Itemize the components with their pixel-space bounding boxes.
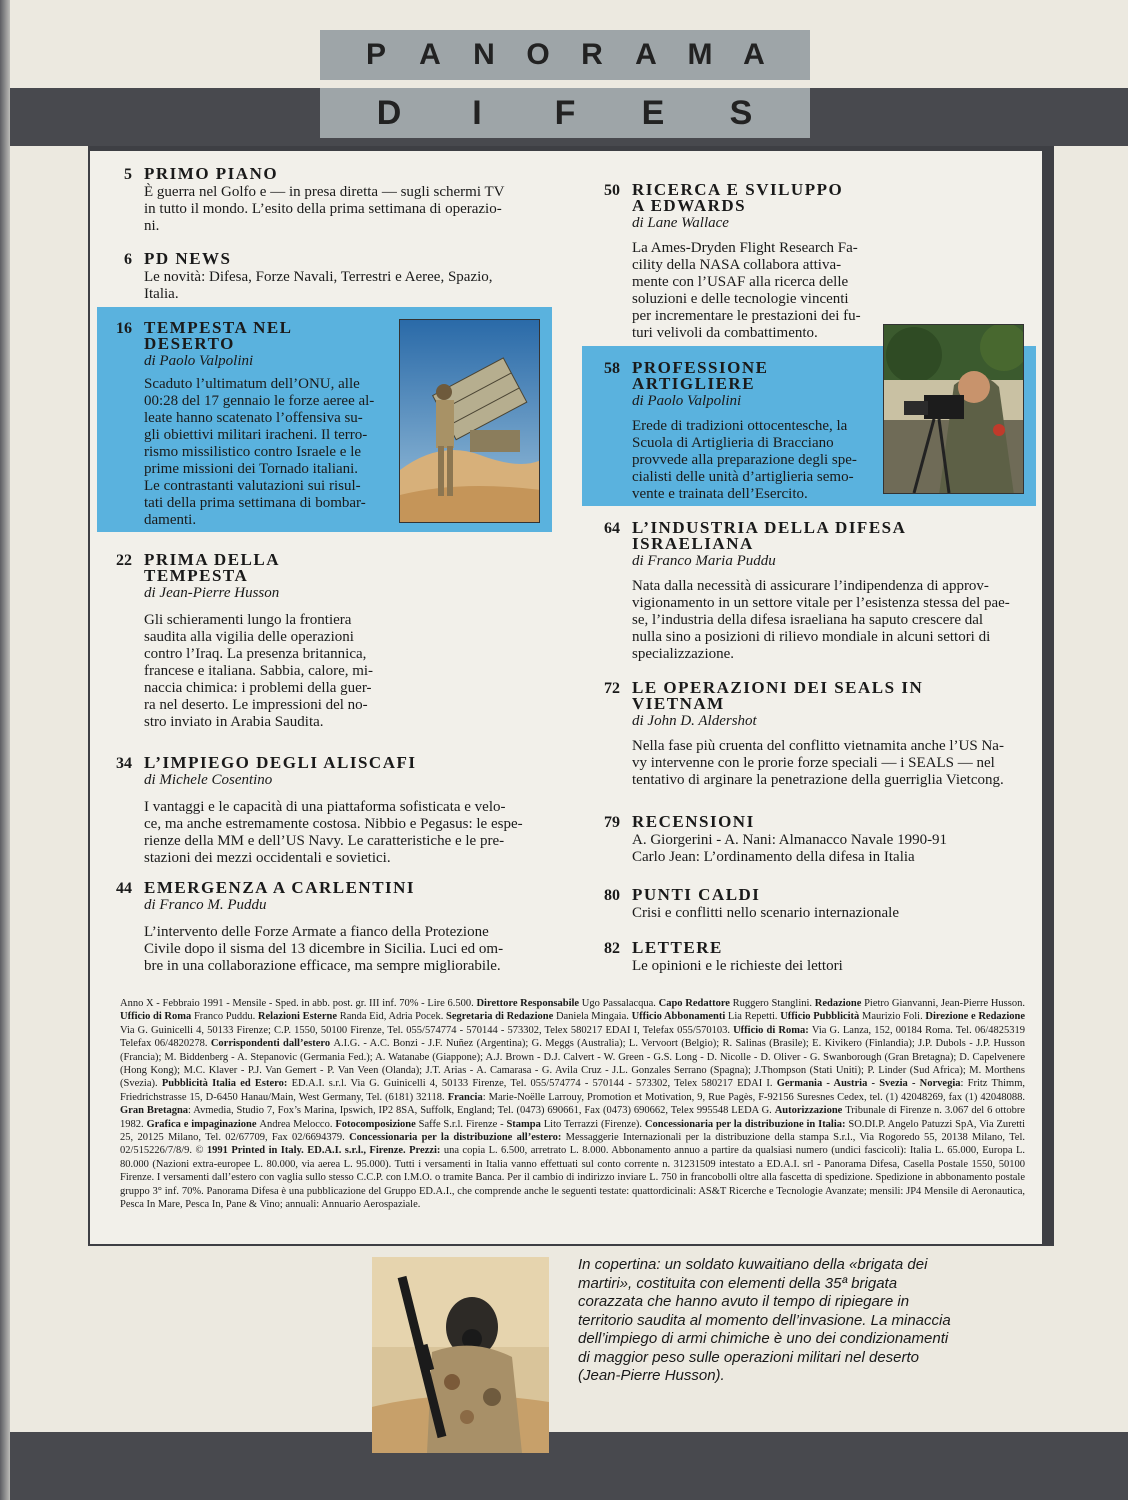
page-number: 22 bbox=[116, 552, 132, 569]
credit-text: Lia Repetti. bbox=[727, 1011, 781, 1023]
entry-text: Nata dalla necessità di assicurare l’indipendenza di approv- bbox=[632, 578, 989, 594]
entry-text: Le opinioni e le richieste dei lettori bbox=[632, 958, 843, 974]
credit-label: Concessionaria per la distribuzione all’estero: bbox=[349, 1132, 566, 1144]
entry-text: vente e trainata dell’Esercito. bbox=[632, 486, 808, 502]
entry-text: Carlo Jean: L’ordinamento della difesa in Italia bbox=[632, 849, 915, 865]
masthead-letter: E bbox=[641, 94, 665, 132]
credit-label: Ufficio Pubblicità bbox=[780, 1011, 862, 1023]
credit-text: una copia L. 6.500, arretrato L. 8.000. Abbonamento annuo a partire da qualsiasi numero (undici fascicoli): Italia L. 65.000, Europa L. 80.000 (Nazioni extra-europee L. 80.000, via aerea L. 95.000). Tutti i versamenti in Italia vanno effettuati sul conto corrente n. 31231509 intestato a ED.A.I. srl - Panorama Difesa, Casella Postale 1550, 50100 Firenze. I versamenti dall’estero con vaglia sullo stesso C.C.P. con I.M.O. o tramite Banca. Per il cambio di indirizzo inviare L. 750 in francobolli oltre alla fascetta di spedizione. Spedizione in abbonamento postale gruppo 3° inf. 70%. Panorama Difesa è una pubblicazione del Gruppo ED.A.I., che comprende anche le seguenti testate: quattordicinali: AS&T Ricerche e Tecnologie Avanzate; mensili: JP4 Mensile di Aeronautica, Pesca In Mare, Pesca In, Pane & Vino; annuali: Annuario Aerospaziale. bbox=[120, 1145, 1025, 1211]
entry-title: DESERTO bbox=[144, 334, 235, 353]
entry-title: L’IMPIEGO DEGLI ALISCAFI bbox=[144, 753, 417, 772]
entry-text: ni. bbox=[144, 218, 160, 234]
entry-title: A EDWARDS bbox=[632, 196, 747, 215]
masthead-letter: F bbox=[554, 94, 576, 132]
credit-text: Maurizio Foli. bbox=[861, 1011, 926, 1023]
entry-text: Scaduto l’ultimatum dell’ONU, alle bbox=[144, 376, 360, 392]
photo-cover-soldier bbox=[372, 1257, 549, 1453]
entry-author: di Franco Maria Puddu bbox=[632, 553, 776, 569]
credit-label: Ufficio di Roma: bbox=[733, 1024, 812, 1036]
credit-label: Grafica e impaginazione bbox=[146, 1118, 260, 1130]
toc-entry-pd-news[interactable] bbox=[100, 251, 560, 303]
photo-patriot-launcher bbox=[399, 319, 540, 523]
credit-label: Direzione e Redazione bbox=[925, 1011, 1026, 1023]
entry-title: ARTIGLIERE bbox=[632, 374, 756, 393]
entry-text: per incrementare le prestazioni dei fu- bbox=[632, 308, 861, 324]
entry-title: TEMPESTA NEL bbox=[144, 318, 293, 337]
entry-text: tati della prima settimana di bombar- bbox=[144, 495, 366, 511]
toc-entry-aliscafi[interactable] bbox=[100, 755, 580, 867]
entry-text: L’intervento delle Forze Armate a fianco della Protezione bbox=[144, 924, 489, 940]
credit-label: Stampa bbox=[506, 1118, 544, 1130]
entry-title: PROFESSIONE bbox=[632, 358, 769, 377]
photo-artillery-officer bbox=[883, 324, 1024, 494]
entry-text: prime missioni dei Tornado italiani. bbox=[144, 461, 359, 477]
entry-text: se, l’industria della difesa israeliana ha saputo crescere dal bbox=[632, 612, 984, 628]
credit-text: Andrea Melocco. bbox=[259, 1118, 336, 1130]
entry-text: Le novità: Difesa, Forze Navali, Terrestri e Aeree, Spazio, bbox=[144, 269, 493, 285]
entry-text: La Ames-Dryden Flight Research Fa- bbox=[632, 240, 858, 256]
credit-label: Redazione bbox=[814, 998, 865, 1009]
toc-entry-punti-caldi[interactable] bbox=[588, 887, 1038, 922]
masthead-letter: P bbox=[365, 38, 386, 71]
credit-label: Fotocomposizione bbox=[335, 1118, 419, 1130]
credit-text: : Marie-Noëlle Larrouy, Promotion et Motivation, 9, Rue Pagès, F-92156 Suresnes Cedex, tel. (1) 42048269, fax (1) 42048088. bbox=[482, 1091, 1025, 1103]
entry-text: Le contrastanti valutazioni sui risul- bbox=[144, 478, 361, 494]
entry-text: Nella fase più cruenta del conflitto vietnamita anche l’US Na- bbox=[632, 738, 1004, 754]
entry-text: È guerra nel Golfo e — in presa diretta — sugli schermi TV bbox=[144, 184, 505, 200]
credit-text: Ugo Passalacqua. bbox=[581, 998, 659, 1009]
credit-label: Gran Bretagna bbox=[120, 1105, 189, 1117]
caption-line: di maggior peso sulle operazioni militari nel deserto bbox=[578, 1348, 920, 1366]
entry-text: tentativo di arginare la penetrazione della guerriglia Vietcong. bbox=[632, 772, 1004, 788]
entry-title: ISRAELIANA bbox=[632, 534, 754, 553]
credit-text: : Avmedia, Studio 7, Fox’s Marina, Ipswich, IP2 8SA, Suffolk, England; Tel. (0473) 690661, Fax (0473) 690662, Telex 995548 LEDA G. bbox=[188, 1105, 775, 1117]
credit-text: SO.DI.P. Angelo Patuzzi SpA, Via Zuretti 25, 20125 Milano, Tel. 02/67709, Fax 02/6694379. bbox=[120, 1118, 1026, 1144]
entry-text: in tutto il mondo. L’esito della prima settimana di operazio- bbox=[144, 201, 502, 217]
entry-text: Italia. bbox=[144, 286, 179, 302]
masthead-letter: M bbox=[687, 38, 713, 71]
masthead-difesa bbox=[320, 88, 810, 138]
credit-label: Segretaria di Redazione bbox=[446, 1011, 556, 1023]
entry-title: PRIMO PIANO bbox=[144, 164, 279, 183]
entry-text: Gli schieramenti lungo la frontiera bbox=[144, 612, 352, 628]
entry-author: di Michele Cosentino bbox=[144, 772, 273, 788]
toc-entry-primo-piano[interactable] bbox=[100, 166, 560, 235]
credit-text: Anno X - Febbraio 1991 - Mensile - Sped. in abb. post. gr. III inf. 70% - Lire 6.500. bbox=[120, 998, 477, 1009]
entry-author: di Franco M. Puddu bbox=[144, 897, 267, 913]
credit-text: Saffe S.r.l. Firenze - bbox=[418, 1118, 507, 1130]
page-number: 6 bbox=[124, 251, 132, 268]
credits-block bbox=[120, 997, 1025, 1212]
credit-text: Messaggerie Internazionali per la distribuzione della stampa S.r.l., Via Rogoredo 55, 20138 Milano, Tel. 02/515226/7/8/9. © bbox=[120, 1132, 1026, 1157]
entry-title: EMERGENZA A CARLENTINI bbox=[144, 878, 416, 897]
entry-text: leate hanno scatenato l’offensiva su- bbox=[144, 410, 363, 426]
credit-text: Daniela Mingaia. bbox=[555, 1011, 632, 1023]
entry-text: Civile dopo il sisma del 13 dicembre in Sicilia. Luci ed om- bbox=[144, 941, 504, 957]
entry-title: LETTERE bbox=[632, 938, 723, 957]
masthead-letter: A bbox=[419, 38, 441, 71]
credit-text: Ruggero Stanglini. bbox=[732, 998, 815, 1009]
entry-text: francese e italiana. Sabbia, calore, mi- bbox=[144, 663, 374, 679]
entry-text: turi velivoli da combattimento. bbox=[632, 325, 818, 341]
credit-text: Pietro Gianvanni, Jean-Pierre Husson. bbox=[864, 998, 1025, 1009]
entry-author: di Paolo Valpolini bbox=[632, 393, 742, 409]
entry-text: 00:28 del 17 gennaio le forze aeree al- bbox=[144, 393, 375, 409]
entry-text: bre in una collaborazione efficace, ma sempre migliorabile. bbox=[144, 958, 501, 974]
page-edge bbox=[0, 0, 10, 1500]
credit-label: Capo Redattore bbox=[658, 998, 733, 1009]
entry-title: TEMPESTA bbox=[144, 566, 249, 585]
caption-line: martiri», costituita con elementi della 35ª brigata bbox=[578, 1274, 898, 1292]
entry-text: soluzioni e delle tecnologie vincenti bbox=[632, 291, 849, 307]
toc-entry-carlentini[interactable] bbox=[100, 880, 580, 975]
page-number: 50 bbox=[604, 182, 620, 199]
page-number: 58 bbox=[604, 360, 620, 377]
page-number: 80 bbox=[604, 887, 620, 904]
entry-text: vy intervenne con le prorie forze speciali — i SEALS — nel bbox=[632, 755, 995, 771]
footer-band bbox=[10, 1432, 1128, 1500]
entry-text: mente con l’USAF alla ricerca delle bbox=[632, 274, 849, 290]
credit-label: Concessionaria per la distribuzione in Italia: bbox=[644, 1118, 849, 1130]
credit-text: Via G. Lanza, 152, 00184 Roma. Tel. 06/4825319 Telefax 06/4820278. bbox=[120, 1024, 1025, 1050]
credit-text: A.I.G. - A.C. Bonzi - J.F. Nuñez (Argentina); G. Meggs (Australia); L. Vervoort (Belgio); R. Salinas (Brasile); E. Kivikero (Finlandia); J.P. Dubols - J.P. Husson (Francia); M. Biddenberg - A. Stepanovic (Germania Fed.); A. Watanabe (Giappone); A.J. Brown - D.J. Calvert - W. Green - G.S. Long - D. Nicolle - D. Oliver - G. Swanborough (Gran Bretagna); D. Capelvenere (Hong Kong); M.C. Klaver - P.J. Van Gemert - P. Van Veen (Olanda); J.T. Arias - A. Camarasa - G. Avila Cruz - J.L. Gonzales Serrano (Spagna); J.Thompson (Stati Uniti); P. Linder (Sud Africa); M. Morthens (Svezia). bbox=[120, 1038, 1025, 1090]
entry-title: RICERCA E SVILUPPO bbox=[632, 180, 844, 199]
credit-label: Direttore Responsabile bbox=[476, 998, 582, 1009]
credit-text: Randa Eid, Adria Pocek. bbox=[339, 1011, 447, 1023]
page-number: 44 bbox=[116, 880, 132, 897]
entry-text: cialisti delle unità d’artiglieria semo- bbox=[632, 469, 854, 485]
credit-label: Francia bbox=[447, 1091, 483, 1103]
entry-author: di Lane Wallace bbox=[632, 215, 729, 231]
entry-title: PD NEWS bbox=[144, 249, 232, 268]
toc-entry-prima-tempesta[interactable] bbox=[100, 552, 400, 731]
entry-text: provvede alla preparazione degli spe- bbox=[632, 452, 857, 468]
page-number: 79 bbox=[604, 814, 620, 831]
entry-text: naccia chimica: i problemi della guer- bbox=[144, 680, 372, 696]
entry-title: L’INDUSTRIA DELLA DIFESA bbox=[632, 518, 907, 537]
page-number: 5 bbox=[124, 166, 132, 183]
page-number: 34 bbox=[116, 755, 132, 772]
masthead-letter: R bbox=[581, 38, 603, 71]
credit-label: Germania - Austria - Svezia - Norvegia bbox=[776, 1078, 961, 1090]
page-number: 82 bbox=[604, 940, 620, 957]
toc-entry-tempesta[interactable] bbox=[100, 320, 400, 529]
masthead-letter: I bbox=[472, 94, 482, 132]
toc-entry-recensioni[interactable] bbox=[588, 814, 1038, 866]
caption-line: dell’impiego di armi chimiche è uno dei condizionamenti bbox=[578, 1330, 949, 1347]
toc-entry-artigliere[interactable] bbox=[588, 360, 888, 503]
cover-caption bbox=[578, 1256, 978, 1386]
credit-label: Autorizzazione bbox=[774, 1105, 846, 1117]
caption-line: corazzata che hanno avuto il tempo di ripiegare in bbox=[578, 1293, 910, 1310]
entry-text: gli obiettivi militari iracheni. Il terro- bbox=[144, 427, 368, 443]
entry-text: stazioni dei mezzi occidentali e sovietici. bbox=[144, 850, 391, 866]
entry-text: stro inviato in Arabia Saudita. bbox=[144, 714, 324, 730]
entry-text: ra nel deserto. Le impressioni del no- bbox=[144, 697, 368, 713]
caption-line: territorio saudita al momento dell’invasione. La minaccia bbox=[578, 1311, 951, 1329]
masthead-letter: N bbox=[473, 38, 495, 71]
entry-title: PRIMA DELLA bbox=[144, 550, 280, 569]
entry-title: PUNTI CALDI bbox=[632, 885, 761, 904]
masthead-letter: A bbox=[743, 38, 765, 71]
credit-label: Corrispondenti dall’estero bbox=[210, 1038, 334, 1050]
entry-text: rienze della MM e dell’US Navy. Le caratteristiche e le pre- bbox=[144, 833, 505, 849]
page-number: 16 bbox=[116, 320, 132, 337]
credit-text: Franco Puddu. bbox=[193, 1011, 258, 1023]
entry-author: di Paolo Valpolini bbox=[144, 353, 254, 369]
masthead-letter: A bbox=[635, 38, 657, 71]
toc-entry-seals[interactable] bbox=[588, 680, 1038, 789]
page-number: 64 bbox=[604, 520, 620, 537]
entry-text: damenti. bbox=[144, 512, 197, 528]
entry-text: contro l’Iraq. La presenza britannica, bbox=[144, 646, 367, 662]
masthead-letter: S bbox=[729, 94, 753, 132]
entry-text: I vantaggi e le capacità di una piattaforma sofisticata e velo- bbox=[144, 799, 506, 815]
credit-text: Tribunale di Firenze n. 3.067 del 6 ottobre 1982. bbox=[120, 1105, 1026, 1130]
entry-text: specializzazione. bbox=[632, 646, 735, 662]
credit-label: Ufficio Abbonamenti bbox=[631, 1011, 728, 1023]
entry-author: di Jean-Pierre Husson bbox=[144, 585, 280, 601]
entry-title: LE OPERAZIONI DEI SEALS IN bbox=[632, 678, 924, 697]
toc-entry-lettere[interactable] bbox=[588, 940, 1038, 975]
toc-entry-ricerca[interactable] bbox=[588, 182, 888, 342]
entry-text: ce, ma anche estremamente costosa. Nibbio e Pegasus: le espe- bbox=[144, 816, 523, 832]
entry-text: A. Giorgerini - A. Nani: Almanacco Navale 1990-91 bbox=[632, 832, 948, 848]
page-number: 72 bbox=[604, 680, 620, 697]
entry-text: rismo missilistico contro Israele e le bbox=[144, 444, 362, 460]
credit-label: Relazioni Esterne bbox=[257, 1011, 340, 1023]
credit-text: ED.A.I. s.r.l. Via G. Guinicelli 4, 50133 Firenze, Tel. 055/574774 - 570144 - 573302, Telex 580217 EDAI I. bbox=[291, 1078, 777, 1090]
entry-text: Scuola di Artiglieria di Bracciano bbox=[632, 435, 834, 451]
credit-label: Pubblicità Italia ed Estero: bbox=[161, 1078, 292, 1090]
credit-label: Ufficio di Roma bbox=[120, 1011, 194, 1023]
entry-text: saudita alla vigilia delle operazioni bbox=[144, 629, 354, 645]
entry-text: Crisi e conflitti nello scenario internazionale bbox=[632, 905, 899, 921]
masthead-letter: O bbox=[526, 38, 550, 71]
masthead-panorama bbox=[320, 30, 810, 80]
toc-entry-industria[interactable] bbox=[588, 520, 1038, 663]
caption-line: In copertina: un soldato kuwaitiano della «brigata dei bbox=[578, 1256, 928, 1273]
entry-text: Erede di tradizioni ottocentesche, la bbox=[632, 418, 848, 434]
entry-text: nulla sino a posizioni di rilievo mondiale in alcuni settori di bbox=[632, 629, 991, 645]
entry-text: vigionamento in un settore vitale per l’esistenza stessa del pae- bbox=[632, 595, 1010, 611]
credit-text: : Fritz Thimm, Friedrichstrasse 15, D-6450 Hanau/Main, West Germany, Tel. (6181) 32118. bbox=[120, 1078, 1025, 1103]
credit-text: Via G. Guinicelli 4, 50133 Firenze; C.P. 1550, 50100 Firenze, Tel. 055/574774 - 570144 - 573302, Telex 580217 EDAI I, Telefax 055/570103. bbox=[120, 1024, 734, 1036]
entry-text: cility della NASA collabora attiva- bbox=[632, 257, 842, 273]
masthead-letter: D bbox=[376, 94, 402, 132]
entry-author: di John D. Aldershot bbox=[632, 713, 757, 729]
caption-line: (Jean-Pierre Husson). bbox=[578, 1367, 725, 1384]
credit-label: 1991 Printed in Italy. ED.A.I. s.r.l., Firenze. Prezzi: bbox=[206, 1145, 444, 1157]
credit-text: Lito Terrazzi (Firenze). bbox=[543, 1118, 645, 1130]
entry-title: RECENSIONI bbox=[632, 812, 755, 831]
entry-title: VIETNAM bbox=[632, 694, 725, 713]
